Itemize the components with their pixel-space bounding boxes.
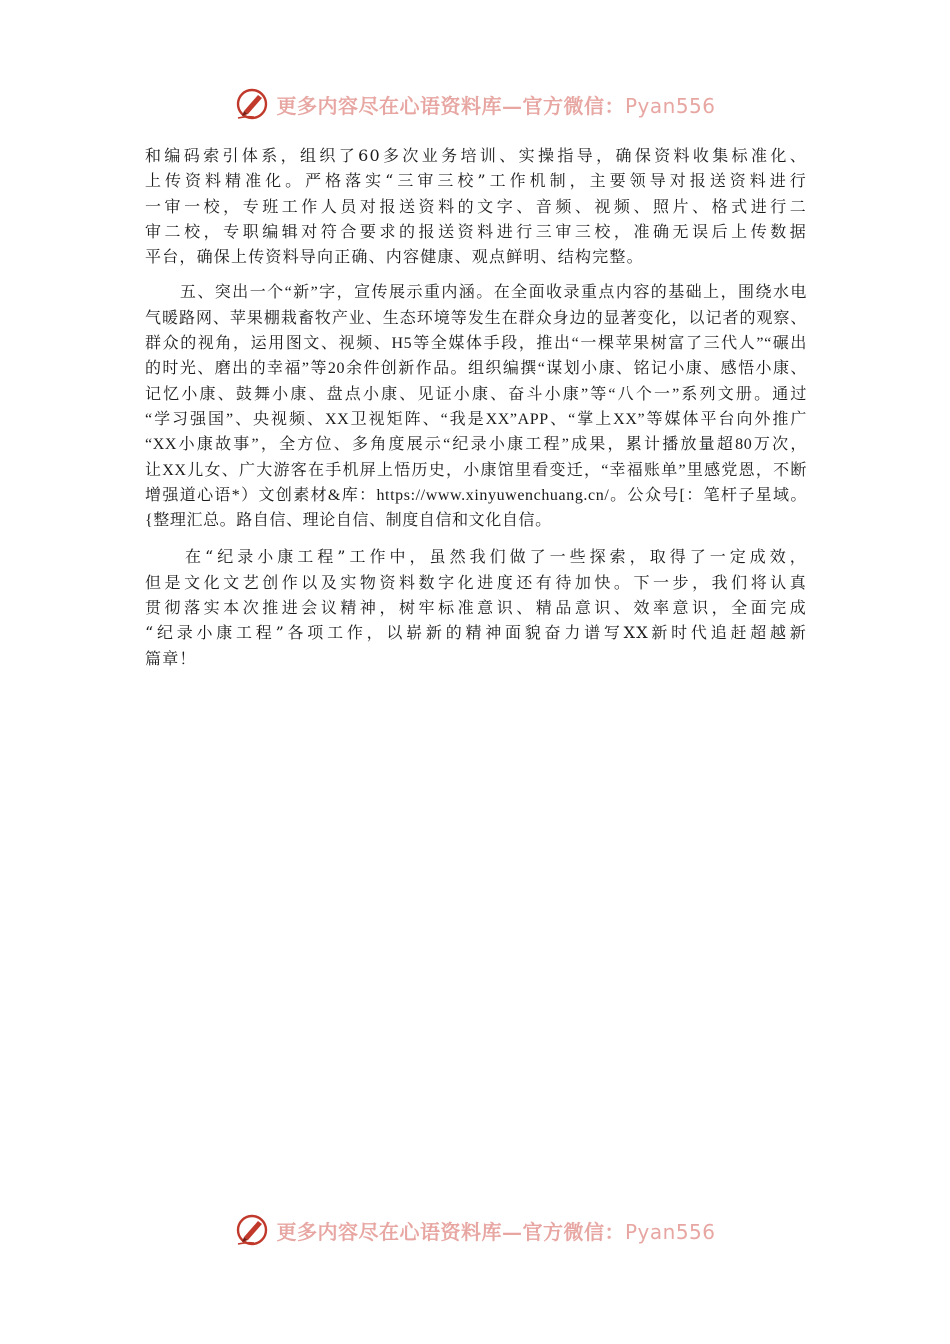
paragraph-3 <box>145 544 807 670</box>
text-line: 一审一校，专班工作人员对报送资料的文字、音频、视频、照片、格式进行二 <box>145 196 807 216</box>
paragraph-2 <box>145 280 807 533</box>
wechat-id: Pyan556 <box>624 1219 716 1244</box>
text-line: 贯彻落实本次推进会议精神，树牢标准意识、精品意识、效率意识，全面完成 <box>145 598 807 618</box>
wechat-id: Pyan556 <box>624 93 716 118</box>
text-line: 气暖路网、苹果棚栽畜牧产业、生态环境等发生在群众身边的显著变化，以记者的观察、 <box>145 309 807 327</box>
text-line: 群众的视角，运用图文、视频、H5等全媒体手段，推出“一棵苹果树富了三代人”“碾出 <box>145 335 807 353</box>
text-line: 增强道心语*）文创素材&库：https://www.xinyuwenchuang.cn/。公众号[：笔杆子星域。 <box>145 486 807 504</box>
footer-banner-text <box>276 1216 715 1245</box>
text-line: 平台，确保上传资料导向正确、内容健康、观点鲜明、结构完整。 <box>145 247 644 267</box>
pen-logo-icon <box>234 86 270 122</box>
text-line: 篇章！ <box>145 648 197 668</box>
text-line: 上传资料精准化。严格落实“三审三校”工作机制，主要领导对报送资料进行 <box>145 171 807 191</box>
paragraph-1 <box>145 143 807 269</box>
text-line: 和编码索引体系，组织了60多次业务培训、实操指导，确保资料收集标准化、 <box>145 146 807 165</box>
text-line: 五、突出一个“新”字，宣传展示重内涵。在全面收录重点内容的基础上，围绕水电 <box>145 284 807 302</box>
text-line: “XX小康故事”，全方位、多角度展示“纪录小康工程”成果，累计播放量超80万次， <box>145 436 807 454</box>
text-line: 的时光、磨出的幸福”等20余件创新作品。组织编撰“谋划小康、铭记小康、感悟小康、 <box>145 360 807 378</box>
banner-slogan: 更多内容尽在心语资料库—官方微信： <box>276 1219 625 1244</box>
text-line: 记忆小康、鼓舞小康、盘点小康、见证小康、奋斗小康”等“八个一”系列文册。通过 <box>145 385 807 403</box>
text-line: 让XX儿女、广大游客在手机屏上悟历史，小康馆里看变迁，“幸福账单”里感党恩，不断 <box>145 461 807 479</box>
text-line: “纪录小康工程”各项工作，以崭新的精神面貌奋力谱写XX新时代追赶超越新 <box>145 623 807 643</box>
text-line: {整理汇总。路自信、理论自信、制度自信和文化自信。 <box>145 512 552 530</box>
document-body <box>145 143 807 671</box>
text-line: 审二校，专职编辑对符合要求的报送资料进行三审三校，准确无误后上传数据 <box>145 221 807 241</box>
text-line: “学习强国”、央视频、XX卫视矩阵、“我是XX”APP、“掌上XX”等媒体平台向外推广 <box>145 410 807 428</box>
header-banner-text <box>276 90 715 119</box>
text-line: 但是文化文艺创作以及实物资料数字化进度还有待加快。下一步，我们将认真 <box>145 572 807 592</box>
footer-banner <box>0 1210 950 1250</box>
text-line: 在“纪录小康工程”工作中，虽然我们做了一些探索，取得了一定成效， <box>145 547 807 567</box>
header-banner <box>0 84 950 124</box>
banner-slogan: 更多内容尽在心语资料库—官方微信： <box>276 93 625 118</box>
pen-logo-icon <box>234 1212 270 1248</box>
